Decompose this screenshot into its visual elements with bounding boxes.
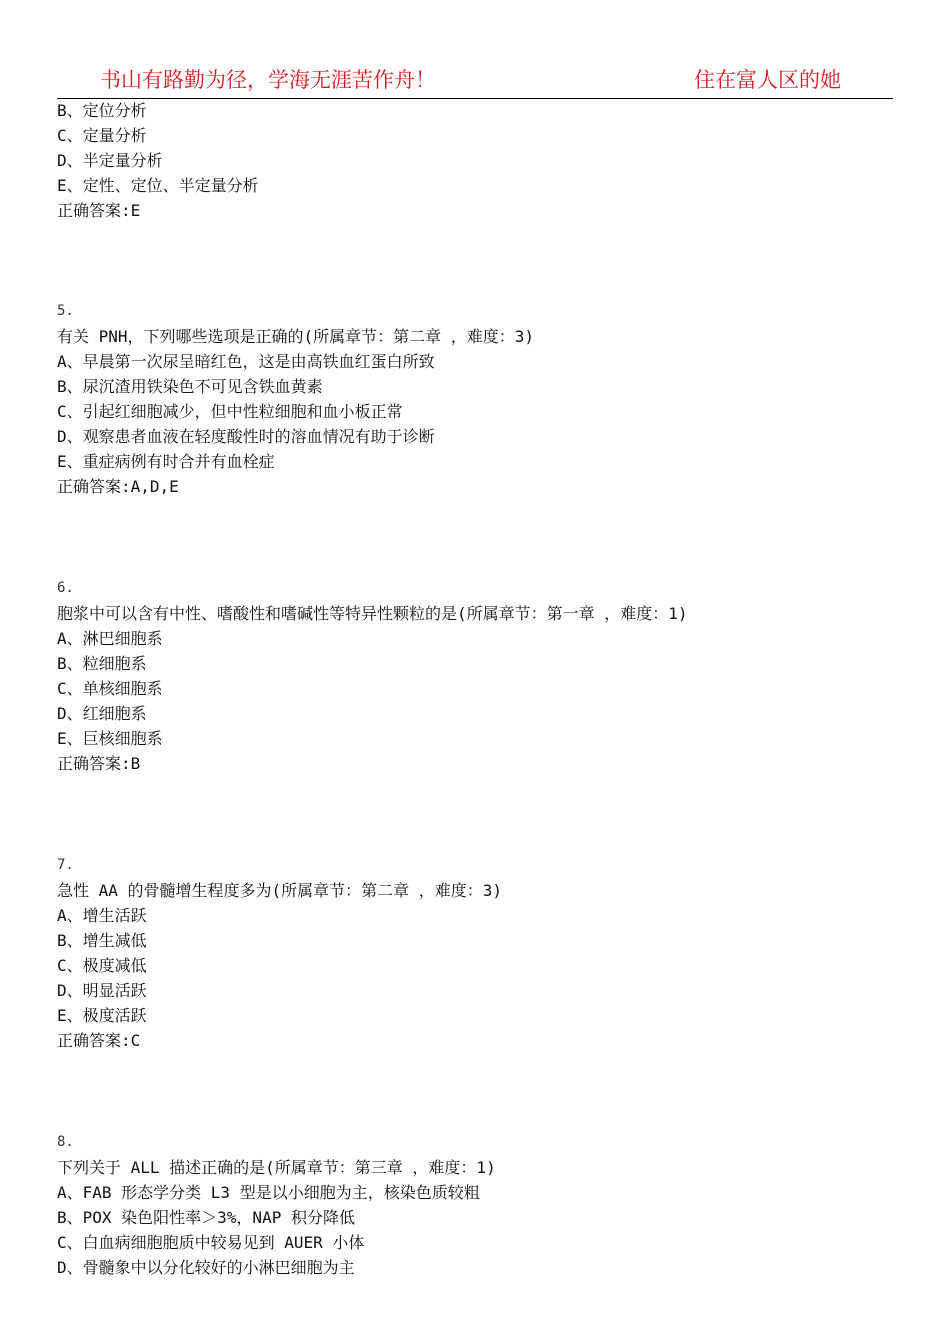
option: B、增生减低 (57, 931, 147, 950)
question-stem: 急性 AA 的骨髓增生程度多为(所属章节：第二章 ，难度：3) (57, 881, 503, 900)
answer: 正确答案:A,D,E (57, 477, 179, 496)
option: D、观察患者血液在轻度酸性时的溶血情况有助于诊断 (57, 427, 435, 446)
question-list (57, 98, 893, 1280)
option: A、增生活跃 (57, 906, 147, 925)
option: C、极度减低 (57, 956, 147, 975)
option: E、极度活跃 (57, 1006, 147, 1025)
question-8 (57, 1130, 893, 1280)
option: D、半定量分析 (57, 151, 163, 170)
option: D、骨髓象中以分化较好的小淋巴细胞为主 (57, 1258, 355, 1277)
answer: 正确答案:B (57, 754, 141, 773)
option: E、重症病例有时合并有血栓症 (57, 452, 275, 471)
option: B、定位分析 (57, 101, 147, 120)
question-stem: 下列关于 ALL 描述正确的是(所属章节：第三章 ，难度：1) (57, 1158, 496, 1177)
header-motto: 书山有路勤为径，学海无涯苦作舟！ (100, 68, 436, 92)
option: A、FAB 形态学分类 L3 型是以小细胞为主，核染色质较粗 (57, 1183, 480, 1202)
option: E、定性、定位、半定量分析 (57, 176, 259, 195)
header-author: 住在富人区的她 (694, 68, 841, 92)
option: D、红细胞系 (57, 704, 147, 723)
question-stem: 有关 PNH，下列哪些选项是正确的(所属章节：第二章 ，难度：3) (57, 327, 535, 346)
option: A、淋巴细胞系 (57, 629, 163, 648)
question-number: 8. (57, 1134, 74, 1150)
question-stem: 胞浆中可以含有中性、嗜酸性和嗜碱性等特异性颗粒的是(所属章节：第一章 ，难度：1) (57, 604, 688, 623)
option: B、粒细胞系 (57, 654, 147, 673)
option: C、白血病细胞胞质中较易见到 AUER 小体 (57, 1233, 365, 1252)
option: E、巨核细胞系 (57, 729, 163, 748)
option: A、早晨第一次尿呈暗红色，这是由高铁血红蛋白所致 (57, 352, 435, 371)
question-number: 5. (57, 303, 74, 319)
question-continued (57, 98, 893, 223)
option: C、单核细胞系 (57, 679, 163, 698)
question-6 (57, 576, 893, 776)
page-header (0, 0, 950, 100)
answer: 正确答案:E (57, 201, 141, 220)
question-number: 7. (57, 857, 74, 873)
option: B、尿沉渣用铁染色不可见含铁血黄素 (57, 377, 323, 396)
option: C、定量分析 (57, 126, 147, 145)
option: B、POX 染色阳性率＞3%，NAP 积分降低 (57, 1208, 355, 1227)
answer: 正确答案:C (57, 1031, 141, 1050)
option: D、明显活跃 (57, 981, 147, 1000)
question-5 (57, 299, 893, 499)
option: C、引起红细胞减少，但中性粒细胞和血小板正常 (57, 402, 403, 421)
question-number: 6. (57, 580, 74, 596)
question-7 (57, 853, 893, 1053)
